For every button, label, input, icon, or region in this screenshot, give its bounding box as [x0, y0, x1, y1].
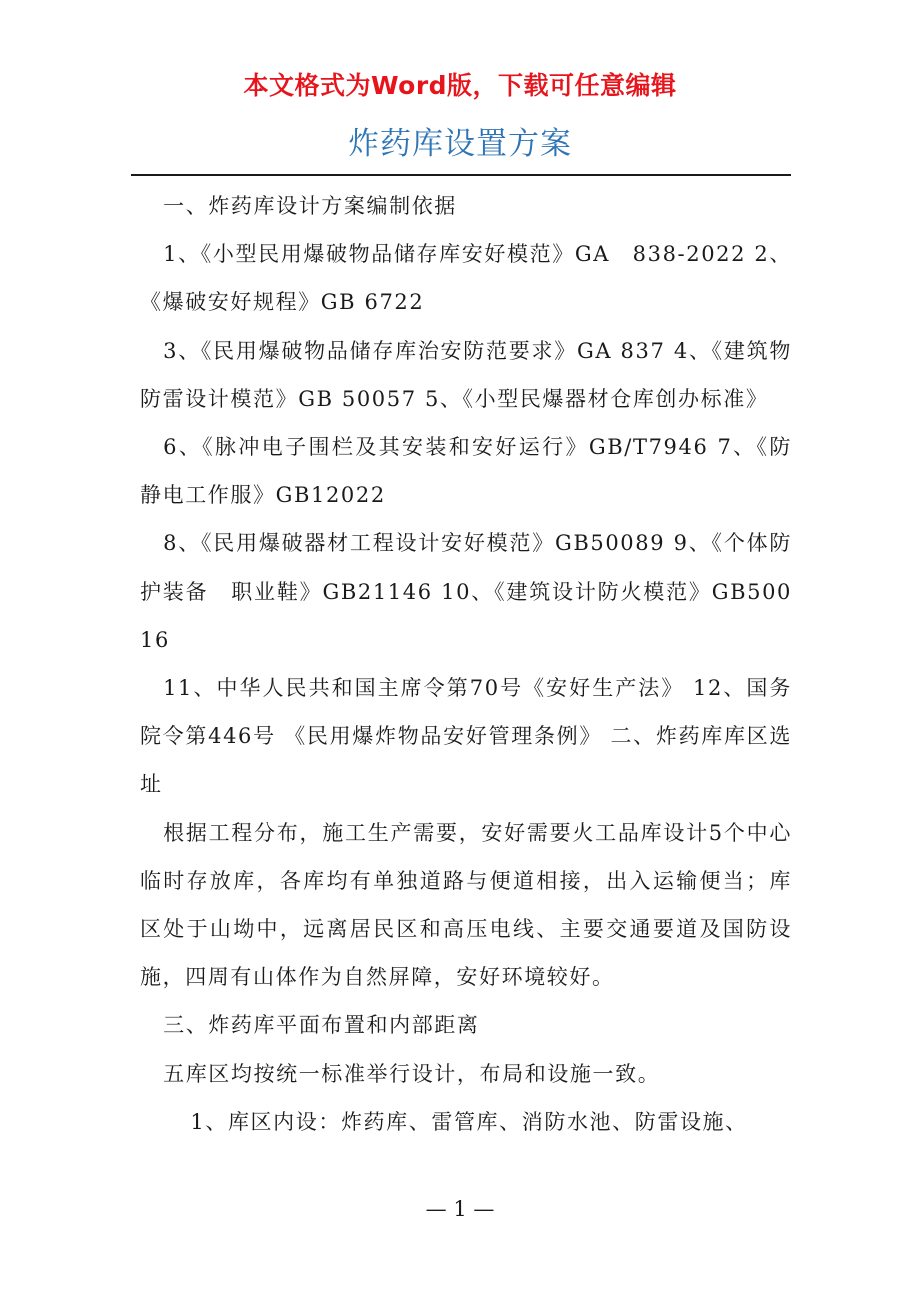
paragraph-site-selection: 根据工程分布，施工生产需要，安好需要火工品库设计5个中心临时存放库，各库均有单独道路与便道相接，出入运输便当；库区处于山坳中，远离居民区和高压电线、主要交通要道及国防设施，四周有山体作为自然屏障，安好环境较好。 — [140, 820, 792, 990]
section-heading-layout: 三、炸药库平面布置和内部距离 — [163, 1013, 480, 1038]
page-number: — 1 — — [425, 1197, 495, 1221]
document-title: 炸药库设置方案 — [348, 126, 572, 162]
paragraph-facilities: 1、库区内设：炸药库、雷管库、消防水池、防雷设施、 — [190, 1109, 748, 1134]
paragraph-reference-1: 1、《小型民用爆破物品储存库安好模范》GA 838-2022 2、《爆破安好规程》GB 6722 — [140, 242, 792, 315]
paragraph-layout-standard: 五库区均按统一标准举行设计，布局和设施一致。 — [163, 1061, 661, 1086]
paragraph-reference-8: 8、《民用爆破器材工程设计安好模范》GB50089 9、《个体防护装备 职业鞋》GB21146 10、《建筑设计防火模范》GB50016 — [140, 531, 792, 652]
download-banner: 本文格式为Word版，下载可任意编辑 — [243, 71, 677, 100]
paragraph-reference-3: 3、《民用爆破物品储存库治安防范要求》GA 837 4、《建筑物防雷设计模范》GB 50057 5、《小型民爆器材仓库创办标准》 — [140, 338, 792, 411]
section-heading-basis: 一、炸药库设计方案编制依据 — [163, 194, 457, 218]
document-body — [140, 182, 792, 1146]
paragraph-reference-6: 6、《脉冲电子围栏及其安装和安好运行》GB/T7946 7、《防静电工作服》GB12022 — [140, 435, 792, 508]
title-divider — [131, 174, 791, 176]
paragraph-reference-11: 11、中华人民共和国主席令第70号《安好生产法》 12、国务院令第446号 《民用爆炸物品安好管理条例》 二、炸药库库区选址 — [140, 676, 792, 797]
